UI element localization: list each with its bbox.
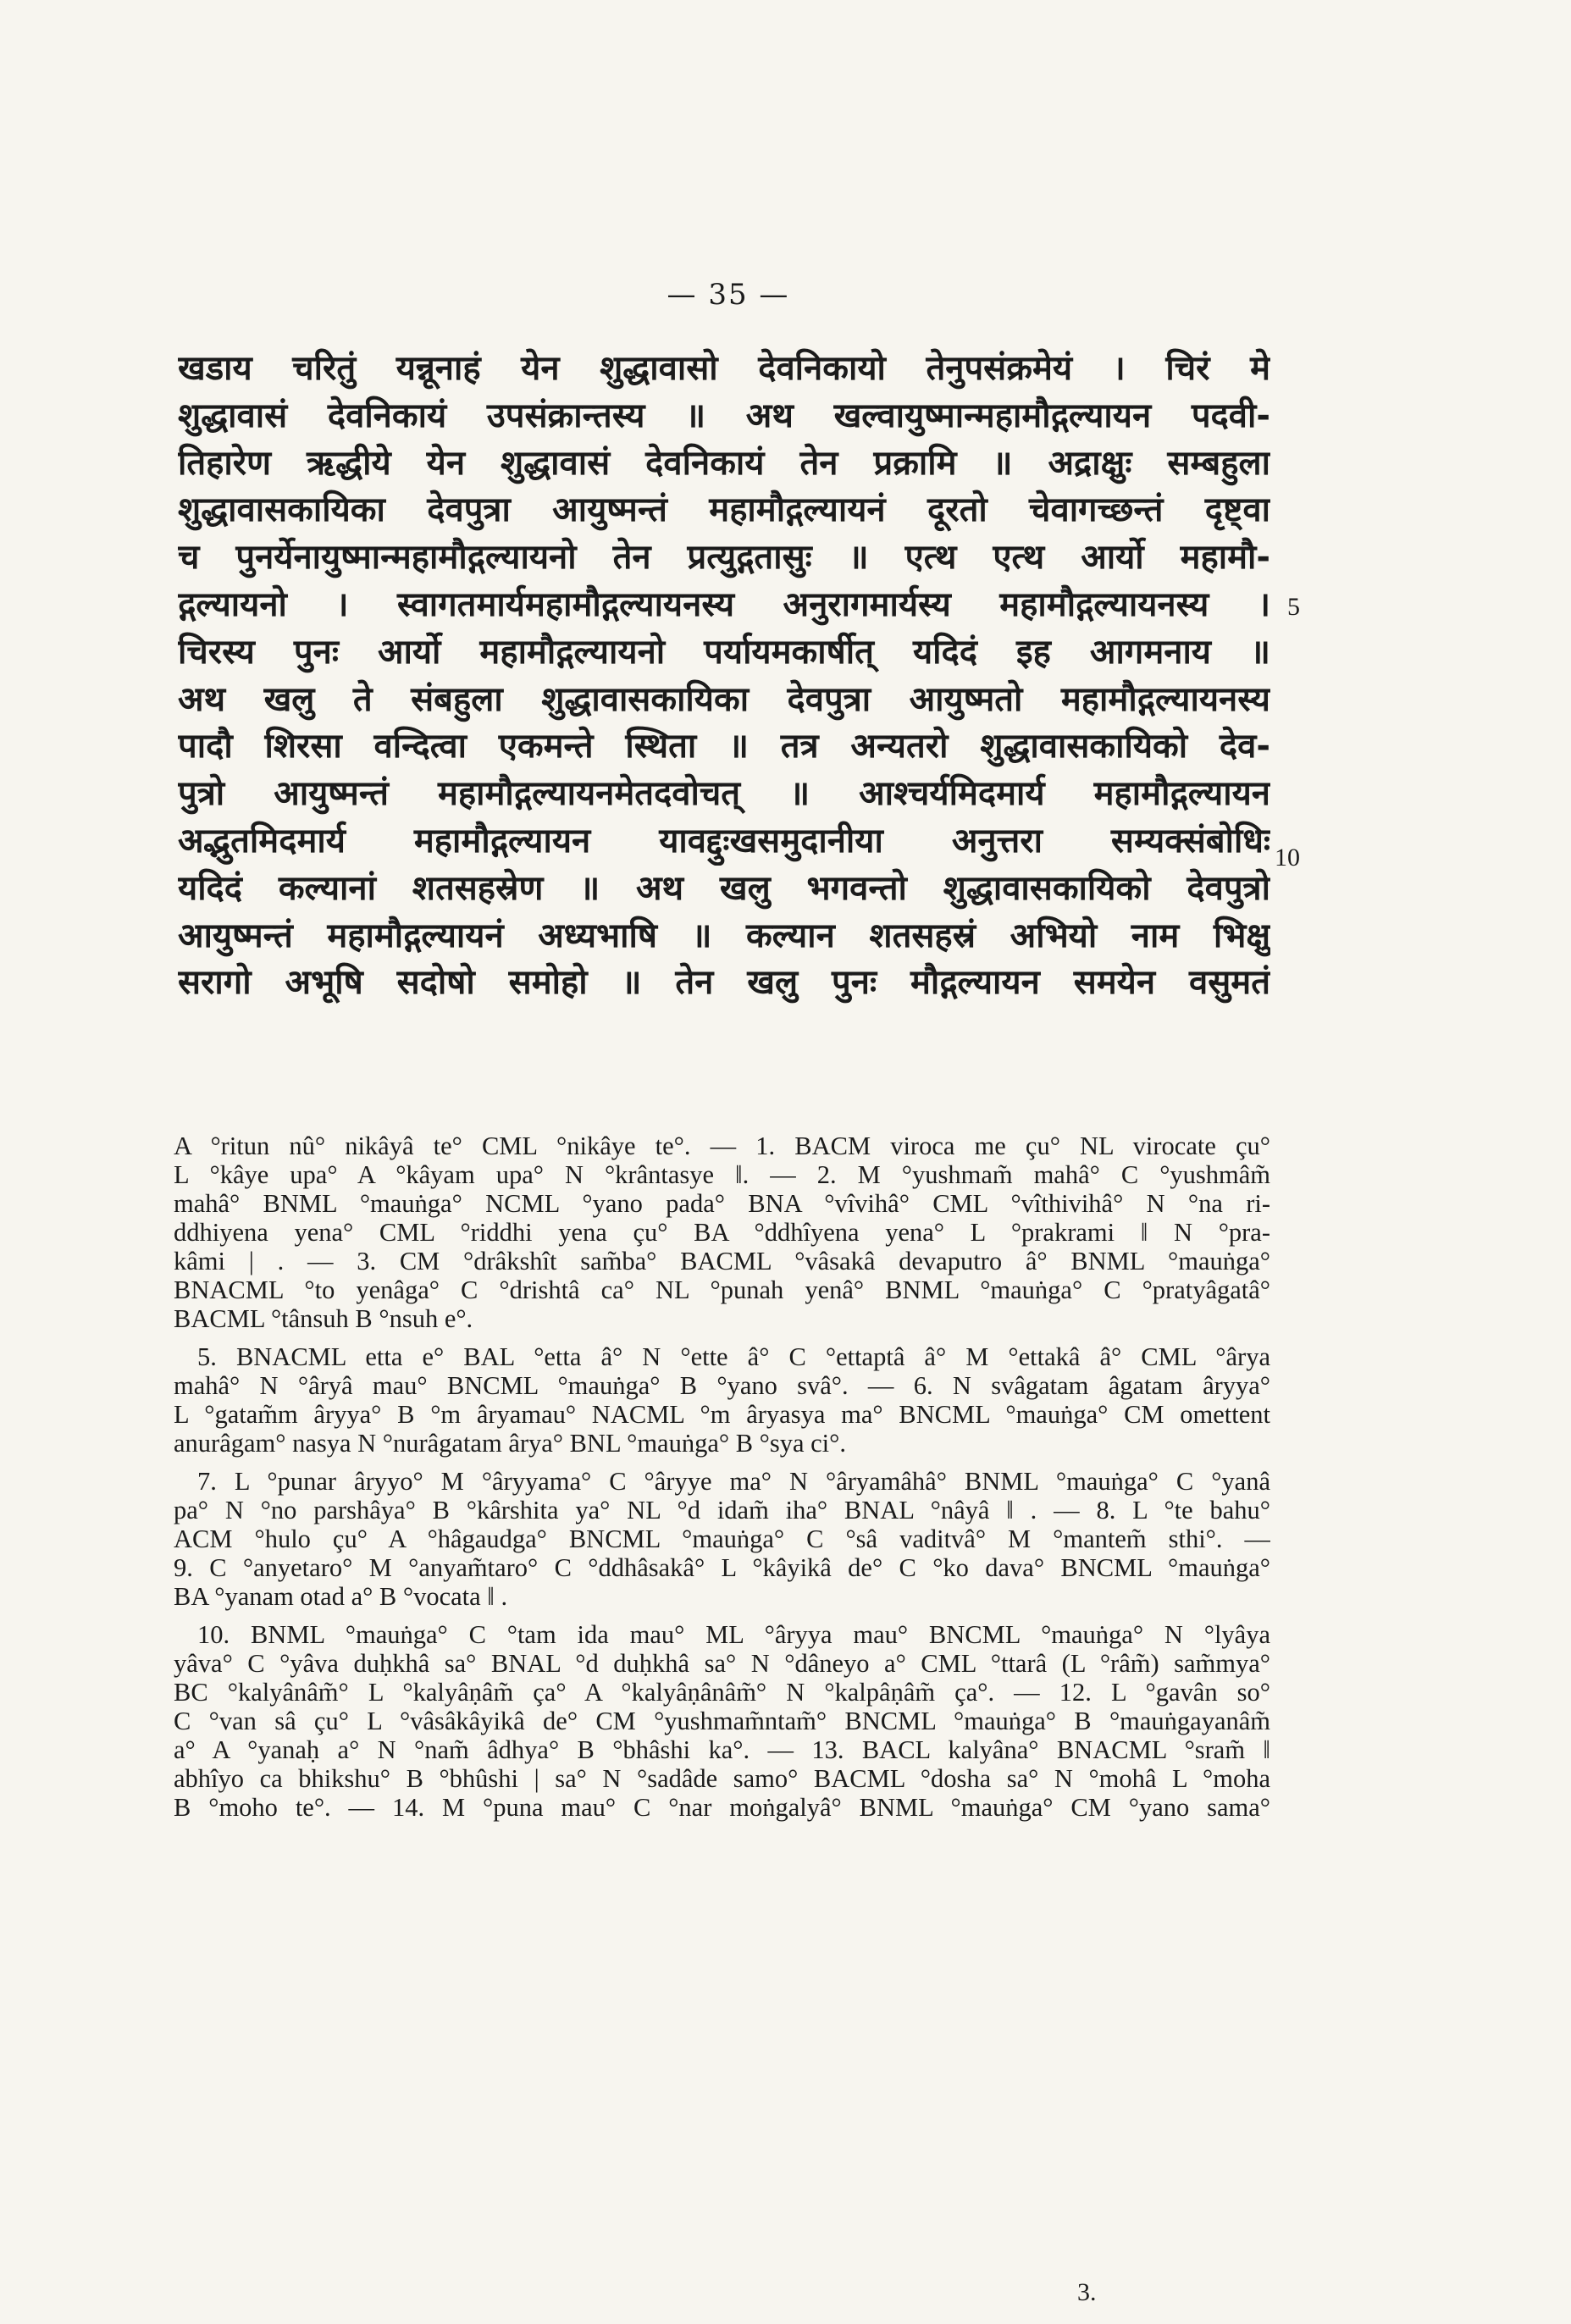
apparatus-line: 10. BNML °mauṅga° C °tam ida mau° ML °âryya mau° BNCML °mauṅga° N °lyâya: [197, 1620, 1270, 1649]
apparatus-line: kâmi | . — 3. CM °drâkshît sam̃ba° BACML °vâsakâ devaputro â° BNML °mauṅga°: [174, 1247, 1270, 1275]
text-line: खडाय चरितुं यन्नूनाहं येन शुद्धावासो देवनिकायो तेनुपसंक्रमेयं । चिरं मे: [178, 349, 1270, 388]
text-line: तिहारेण ऋद्धीये येन शुद्धावासं देवनिकायं तेन प्रक्रामि ॥ अद्राक्षुः सम्बहुला: [178, 443, 1270, 483]
critical-apparatus: [174, 1132, 1270, 1831]
page-number: — 35 —: [667, 278, 790, 312]
apparatus-line: L °kâye upa° A °kâyam upa° N °krântasye ‖. — 2. M °yushmam̃ mahâ° C °yushmâm̃: [174, 1160, 1270, 1189]
text-line: शुद्धावासं देवनिकायं उपसंक्रान्तस्य ॥ अथ खल्वायुष्मान्महामौद्गल्यायन पदवी-: [178, 396, 1270, 435]
text-line: शुद्धावासकायिका देवपुत्रा आयुष्मन्तं महामौद्गल्यायनं दूरतो चेवागच्छन्तं दृष्ट्वा: [178, 490, 1270, 530]
apparatus-line: B °moho te°. — 14. M °puna mau° C °nar moṅgalyâ° BNML °mauṅga° CM °yano sama°: [174, 1793, 1270, 1822]
apparatus-line: BC °kalyânâm̃° L °kalyâṇâm̃ ça° A °kalyâṇânâm̃° N °kalpâṇâm̃ ça°. — 12. L °gavân so°: [174, 1678, 1270, 1707]
line-number: 5: [1287, 593, 1300, 621]
apparatus-line: mahâ° N °âryâ mau° BNCML °mauṅga° B °yano svâ°. — 6. N svâgatam âgatam âryya°: [174, 1371, 1270, 1400]
apparatus-line: ddhiyena yena° CML °riddhi yena çu° BA °ddhîyena yena° L °prakrami ‖ N °pra-: [174, 1218, 1270, 1247]
apparatus-paragraph: [174, 1342, 1270, 1458]
text-line: आयुष्मन्तं महामौद्गल्यायनं अध्यभाषि ॥ कल्यान शतसहस्रं अभियो नाम भिक्षु: [178, 916, 1270, 955]
apparatus-line: anurâgam° nasya N °nurâgatam ârya° BNL °mauṅga° B °sya ci°.: [174, 1429, 846, 1458]
text-line: च पुनर्येनायुष्मान्महामौद्गल्यायनो तेन प्रत्युद्गतासुः ॥ एत्थ एत्थ आर्यो महामौ-: [178, 538, 1270, 578]
apparatus-paragraph: [174, 1467, 1270, 1611]
apparatus-line: abhîyo ca bhikshu° B °bhûshi | sa° N °sadâde samo° BACML °dosha sa° N °mohâ L °moha: [174, 1764, 1270, 1793]
apparatus-line: yâva° C °yâva duḥkhâ sa° BNAL °d duḥkhâ sa° N °dâneyo a° CML °ttarâ (L °râm̃) sam̃mya°: [174, 1649, 1270, 1678]
apparatus-line: 5. BNACML etta e° BAL °etta â° N °ette â° C °ettaptâ â° M °ettakâ â° CML °ârya: [197, 1342, 1270, 1371]
text-line: पुत्रो आयुष्मन्तं महामौद्गल्यायनमेतदवोचत् ॥ आश्चर्यमिदमार्य महामौद्गल्यायन: [178, 774, 1270, 814]
line-number: 10: [1275, 844, 1300, 872]
apparatus-line: a° A °yanaḥ a° N °nam̃ âdhya° B °bhâshi ka°. — 13. BACL kalyâna° BNACML °sram̃ ‖: [174, 1735, 1270, 1764]
apparatus-line: BACML °tânsuh B °nsuh e°.: [174, 1304, 473, 1333]
apparatus-line: BA °yanam otad a° B °vocata ‖ .: [174, 1582, 508, 1611]
apparatus-line: mahâ° BNML °mauṅga° NCML °yano pada° BNA °vîvihâ° CML °vîthivihâ° N °na ri-: [174, 1189, 1270, 1218]
text-line: अद्भुतमिदमार्य महामौद्गल्यायन यावद्दुःखसमुदानीया अनुत्तरा सम्यक्संबोधिः: [178, 821, 1270, 860]
apparatus-line: C °van sâ çu° L °vâsâkâyikâ de° CM °yushmam̃ntam̃° BNCML °mauṅga° B °mauṅgayanâm̃: [174, 1707, 1270, 1735]
text-line: पादौ शिरसा वन्दित्वा एकमन्ते स्थिता ॥ तत्र अन्यतरो शुद्धावासकायिको देव-: [178, 727, 1270, 766]
text-line: यदिदं कल्यानां शतसहस्रेण ॥ अथ खलु भगवन्तो शुद्धावासकायिको देवपुत्रो: [178, 868, 1270, 908]
apparatus-line: ACM °hulo çu° A °hâgaudga° BNCML °mauṅga° C °sâ vaditvâ° M °mantem̃ sthi°. —: [174, 1524, 1270, 1553]
apparatus-paragraph: [174, 1620, 1270, 1822]
sanskrit-text-block: [178, 346, 1270, 1007]
apparatus-line: A °ritun nû° nikâyâ te° CML °nikâye te°. — 1. BACM viroca me çu° NL virocate çu°: [174, 1132, 1270, 1160]
text-line: सरागो अभूषि सदोषो समोहो ॥ तेन खलु पुनः मौद्गल्यायन समयेन वसुमतं: [178, 963, 1270, 1003]
apparatus-paragraph: [174, 1132, 1270, 1333]
apparatus-line: pa° N °no parshâya° B °kârshita ya° NL °d idam̃ iha° BNAL °nâyâ ‖ . — 8. L °te bahu°: [174, 1496, 1270, 1524]
text-line: अथ खलु ते संबहुला शुद्धावासकायिका देवपुत्रा आयुष्मतो महामौद्गल्यायनस्य: [178, 679, 1270, 719]
apparatus-line: 9. C °anyetaro° M °anyam̃taro° C °ddhâsakâ° L °kâyikâ de° C °ko dava° BNCML °mauṅga°: [174, 1553, 1270, 1582]
text-line: द्गल्यायनो । स्वागतमार्यमहामौद्गल्यायनस्य अनुरागमार्यस्य महामौद्गल्यायनस्य ।: [178, 584, 1270, 624]
apparatus-line: BNACML °to yenâga° C °drishtâ ca° NL °punah yenâ° BNML °mauṅga° C °pratyâgatâ°: [174, 1275, 1270, 1304]
text-line: चिरस्य पुनः आर्यो महामौद्गल्यायनो पर्यायमकार्षीत् यदिदं इह आगमनाय ॥: [178, 632, 1270, 672]
signature-mark: 3.: [1077, 2278, 1097, 2306]
apparatus-line: L °gatam̃m âryya° B °m âryamau° NACML °m âryasya ma° BNCML °mauṅga° CM omettent: [174, 1400, 1270, 1429]
apparatus-line: 7. L °punar âryyo° M °âryyama° C °âryye ma° N °âryamâhâ° BNML °mauṅga° C °yanâ: [197, 1467, 1270, 1496]
